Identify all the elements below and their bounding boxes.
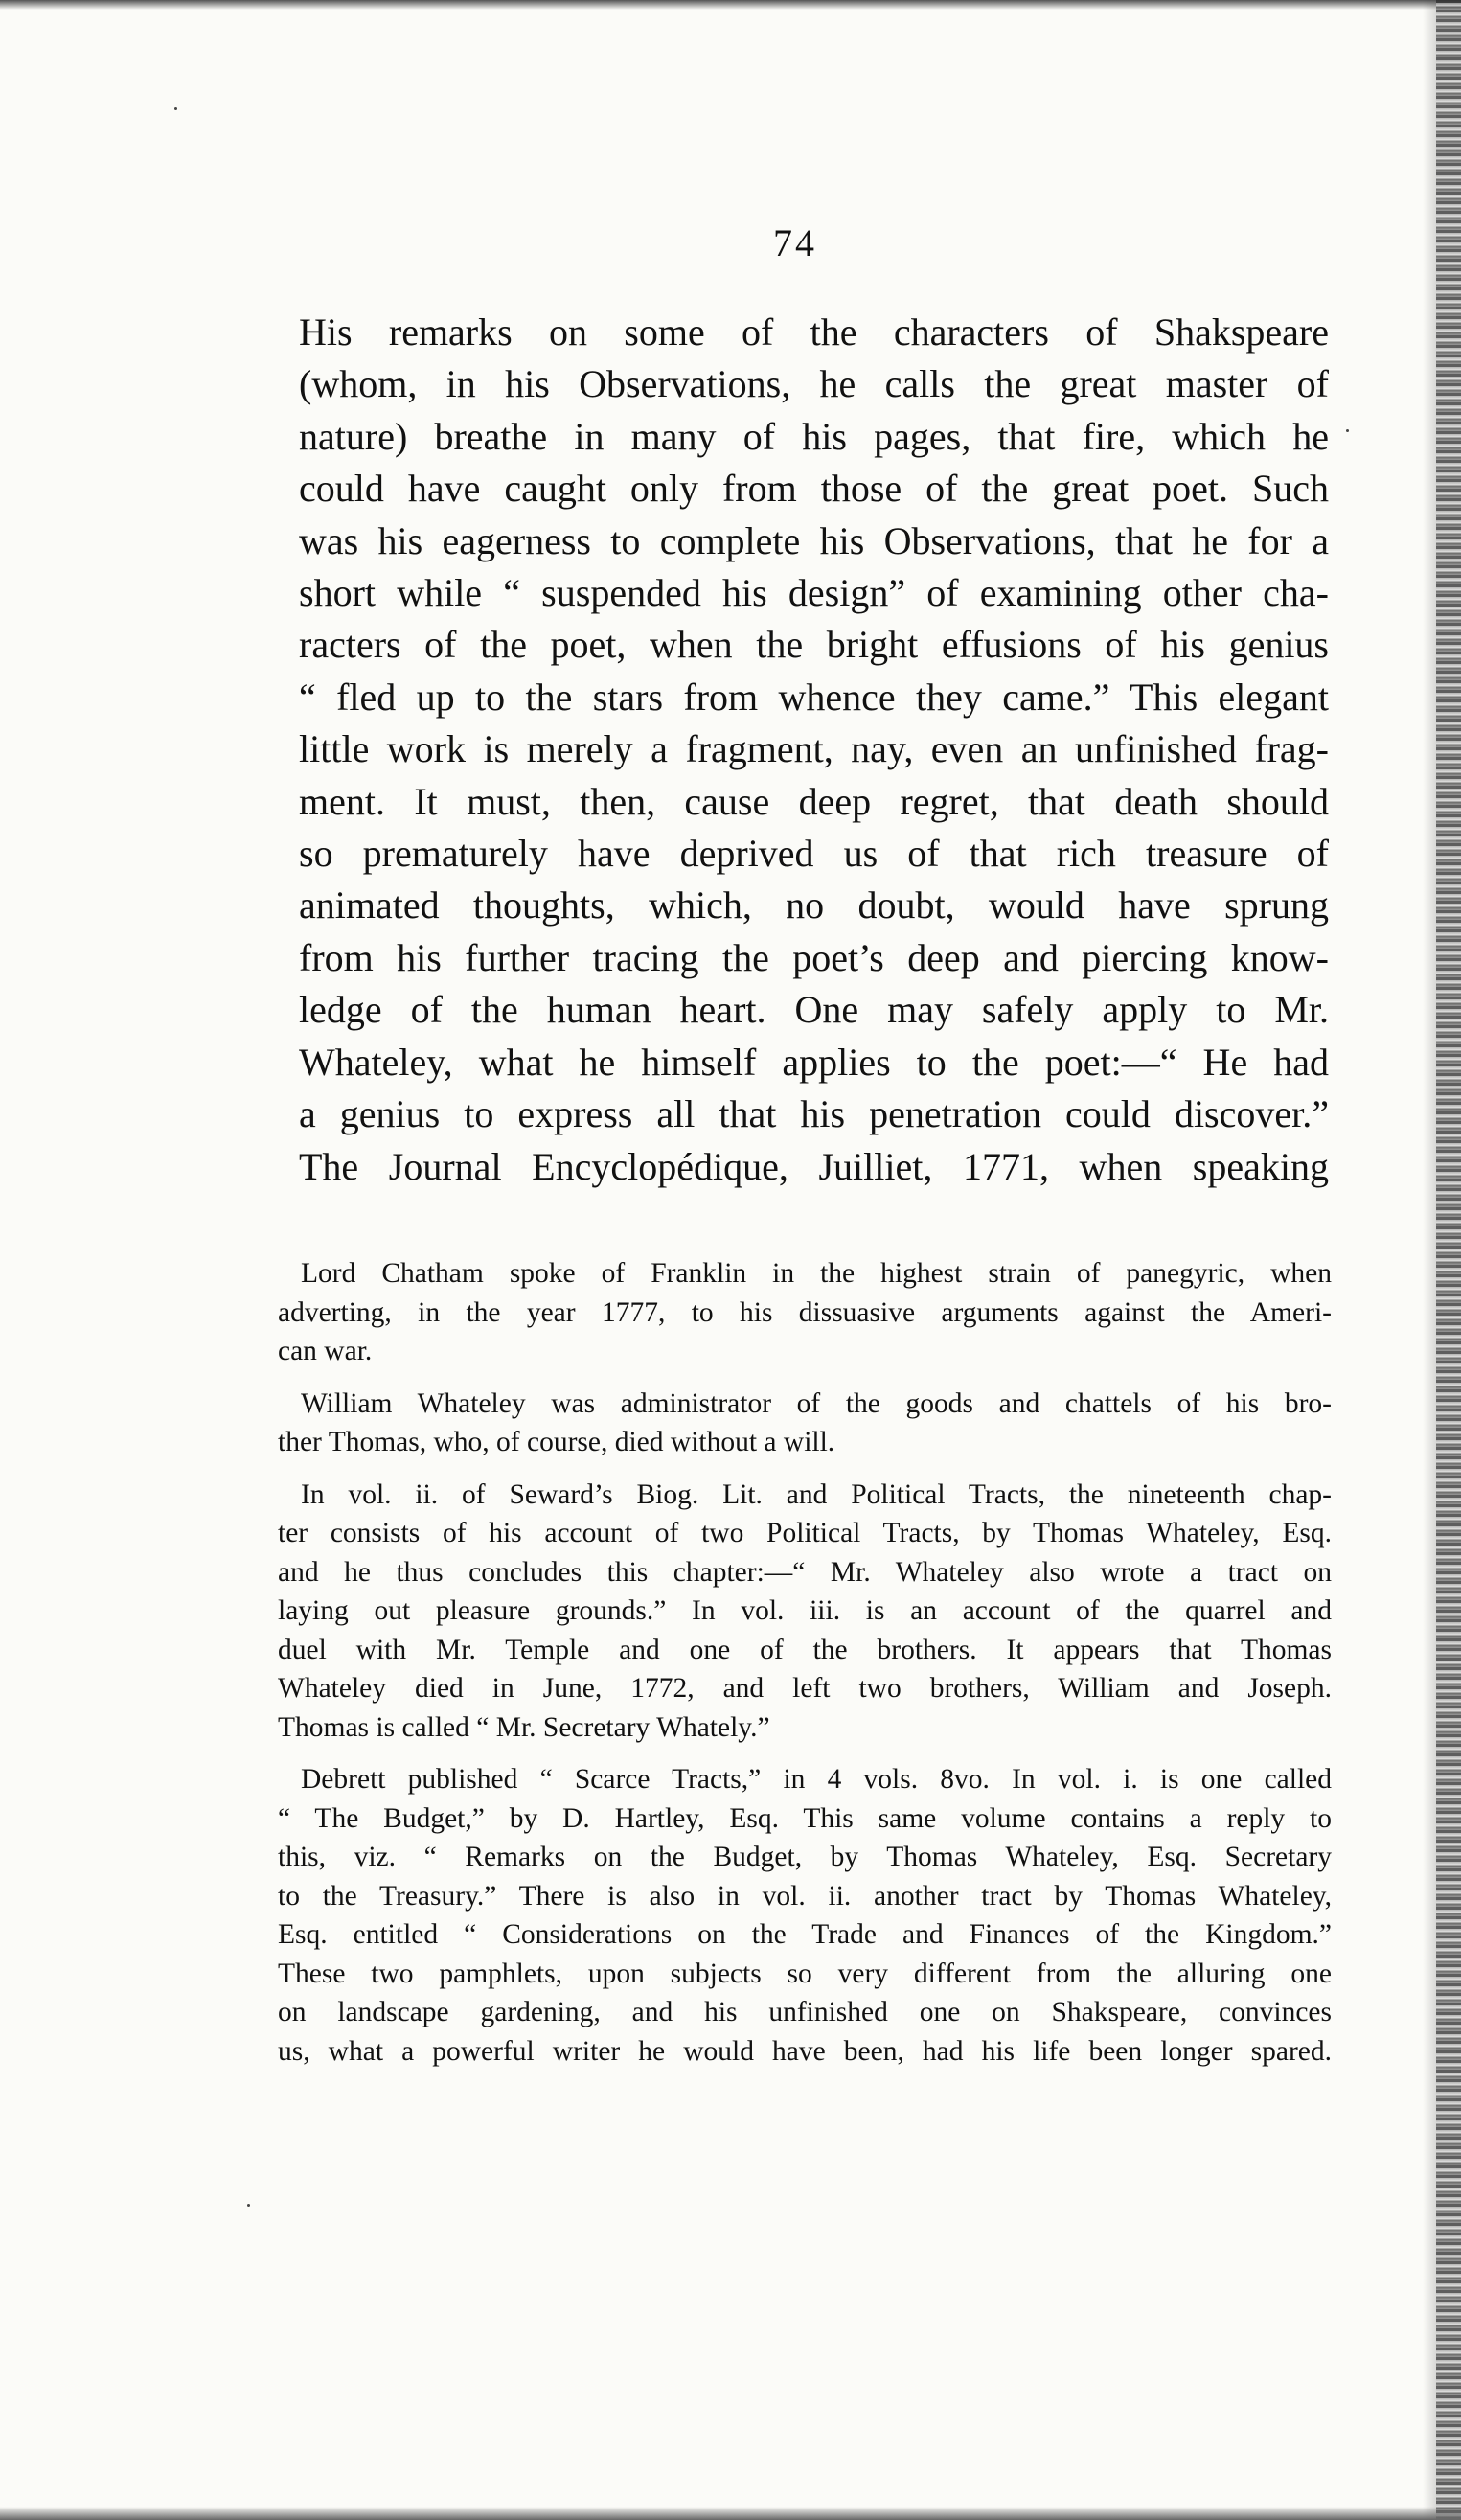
body-line: His remarks on some of the characters of Shakspeare [299,310,1329,354]
body-line: “ fled up to the stars from whence they came.” This elegant [299,675,1329,719]
body-line: animated thoughts, which, no doubt, would have sprung [299,883,1329,928]
body-line: a genius to express all that his penetration could discover.” [299,1092,1329,1136]
note-line: us, what a powerful writer he would have been, had his life been longer spared. [278,2035,1332,2067]
note-line: William Whateley was administrator of the goods and chattels of his bro- [301,1387,1332,1419]
note-line: laying out pleasure grounds.” In vol. iii. is an account of the quarrel and [278,1595,1332,1626]
note-line: “ The Budget,” by D. Hartley, Esq. This same volume contains a reply to [278,1802,1332,1834]
note-line: this, viz. “ Remarks on the Budget, by Thomas Whateley, Esq. Secretary [278,1842,1332,1872]
note-line: These two pamphlets, upon subjects so very different from the alluring one [278,1958,1332,1989]
page-top-edge [0,0,1461,10]
body-line: was his eagerness to complete his Observations, that he for a [299,518,1329,562]
note-line: duel with Mr. Temple and one of the brothers. It appears that Thomas [278,1634,1332,1665]
footnote-seward [278,1476,1332,1748]
body-line: so prematurely have deprived us of that rich treasure of [299,832,1329,876]
note-line: ther Thomas, who, of course, died without a will. [278,1427,835,1457]
body-line: could have caught only from those of the great poet. Such [299,467,1329,511]
note-line: Lord Chatham spoke of Franklin in the highest strain of panegyric, when [301,1258,1332,1289]
page-fore-edge [1436,0,1461,2520]
page-right-shadow [1423,0,1436,2520]
note-line: Esq. entitled “ Considerations on the Trade and Finances of the Kingdom.” [278,1919,1332,1950]
main-paragraph [299,307,1329,1193]
page-number: 74 [773,221,817,264]
body-line: ledge of the human heart. One may safely apply to Mr. [299,988,1329,1032]
paper-speck [1346,429,1349,432]
body-line: nature) breathe in many of his pages, that fire, which he [299,414,1329,458]
note-line: Whateley died in June, 1772, and left two brothers, William and Joseph. [278,1673,1332,1704]
paper-speck [247,2204,250,2207]
note-line: adverting, in the year 1777, to his dissuasive arguments against the Ameri- [278,1296,1332,1328]
body-line: little work is merely a fragment, nay, even an unfinished frag- [299,727,1329,771]
body-line: racters of the poet, when the bright effusions of his genius [299,623,1329,667]
note-line: can war. [278,1336,373,1366]
page-bottom-edge [0,2507,1461,2520]
body-line: The Journal Encyclopédique, Juilliet, 1771, when speaking [299,1144,1329,1188]
footnote-william-whateley [278,1385,1332,1462]
footnote-debrett [278,1760,1332,2071]
note-line: Debrett published “ Scarce Tracts,” in 4 vols. 8vo. In vol. i. is one called [301,1764,1332,1795]
note-line: Thomas is called “ Mr. Secretary Whately.” [278,1711,770,1743]
note-line: ter consists of his account of two Political Tracts, by Thomas Whateley, Esq. [278,1518,1332,1548]
body-line: short while “ suspended his design” of examining other cha- [299,571,1329,615]
note-line: In vol. ii. of Seward’s Biog. Lit. and Political Tracts, the nineteenth chap- [301,1478,1332,1510]
footnote-chatham [278,1254,1332,1371]
body-line: Whateley, what he himself applies to the poet:—“ He had [299,1040,1329,1084]
note-line: to the Treasury.” There is also in vol. ii. another tract by Thomas Whateley, [278,1880,1332,1912]
note-line: on landscape gardening, and his unfinished one on Shakspeare, convinces [278,1997,1332,2027]
body-line: ment. It must, then, cause deep regret, that death should [299,779,1329,823]
footnotes [278,1254,1332,2084]
body-line: from his further tracing the poet’s deep and piercing know- [299,935,1329,979]
body-line: (whom, in his Observations, he calls the great master of [299,362,1329,406]
note-line: and he thus concludes this chapter:—“ Mr. Whateley also wrote a tract on [278,1556,1332,1588]
paper-speck [174,107,177,110]
